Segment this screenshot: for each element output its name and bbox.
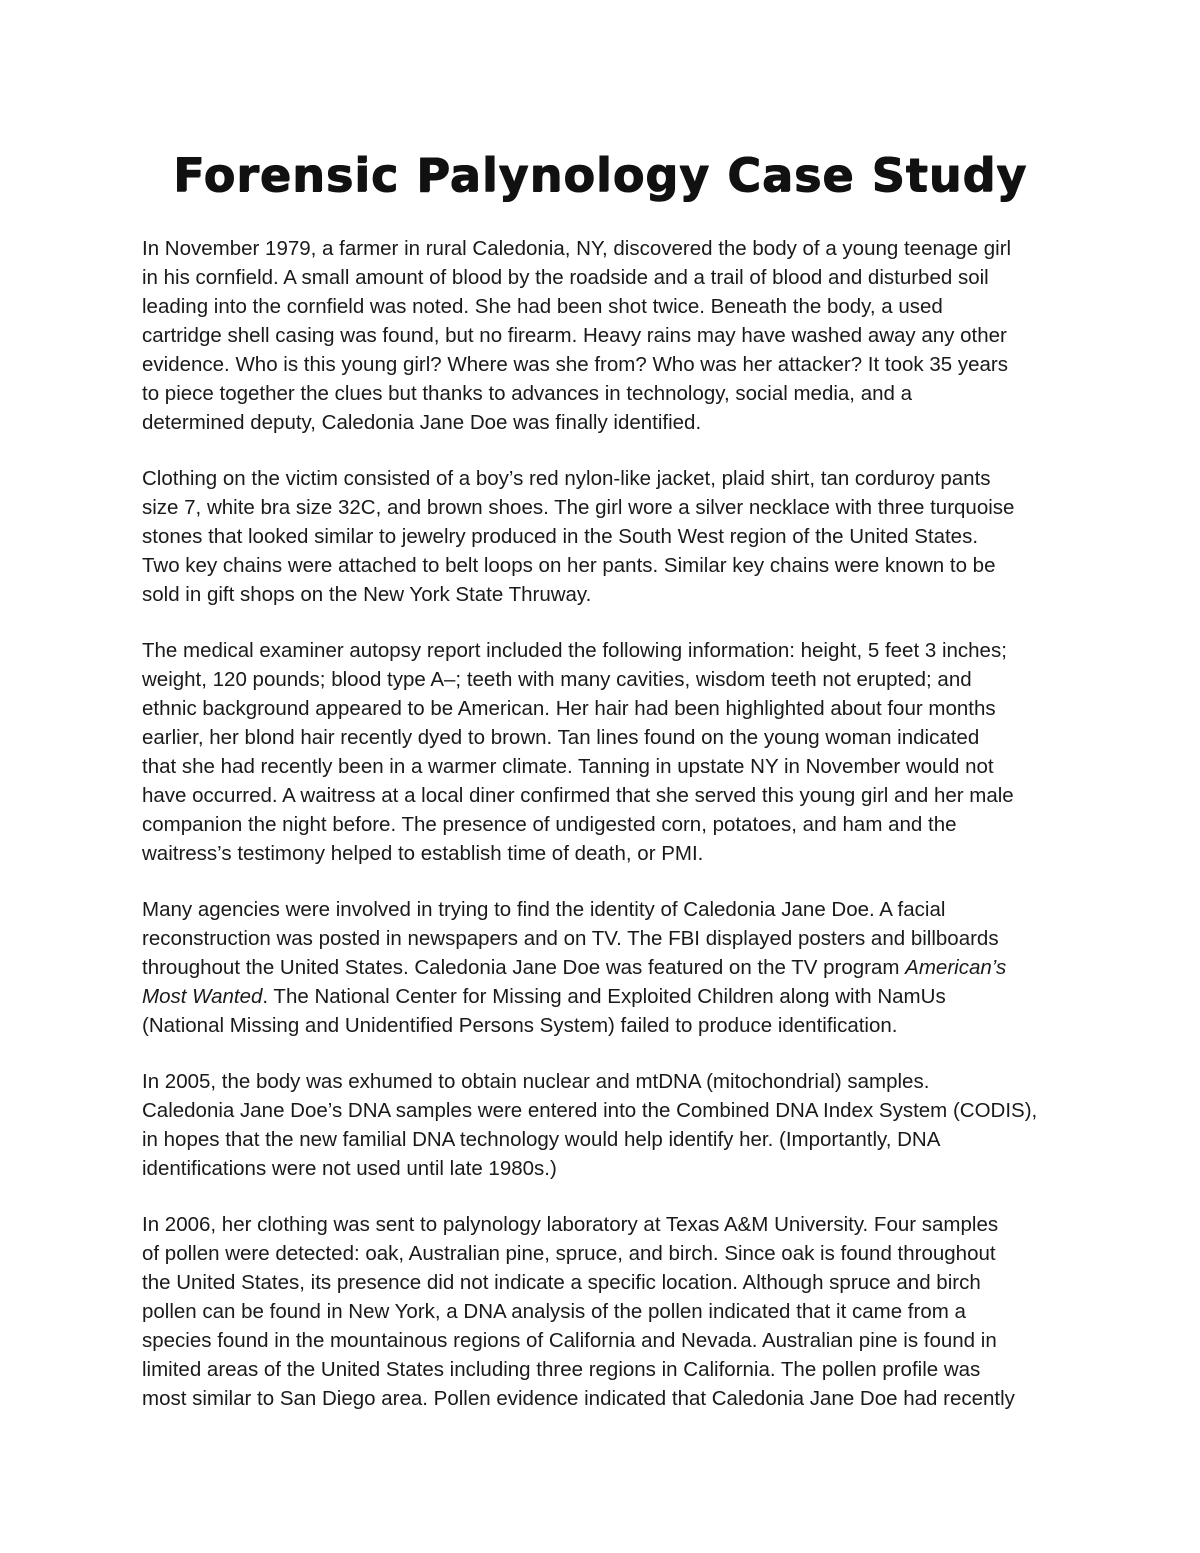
- text-fragment: throughout the United States. Caledonia Jane Doe was featured on the TV program: [142, 956, 900, 979]
- text-line: that she had recently been in a warmer climate. Tanning in upstate NY in November would not: [142, 755, 994, 778]
- document-body: [142, 234, 1062, 1440]
- text-line: evidence. Who is this young girl? Where was she from? Who was her attacker? It took 35 years: [142, 353, 1008, 376]
- tv-program-title-part: American’s: [905, 956, 1007, 979]
- text-line: leading into the cornfield was noted. She had been shot twice. Beneath the body, a used: [142, 295, 943, 318]
- text-line: determined deputy, Caledonia Jane Doe was finally identified.: [142, 411, 702, 434]
- text-line: stones that looked similar to jewelry produced in the South West region of the United States.: [142, 525, 979, 548]
- text-line: Caledonia Jane Doe’s DNA samples were entered into the Combined DNA Index System (CODIS),: [142, 1099, 1038, 1122]
- paragraph-autopsy: [142, 636, 1062, 868]
- text-line: In 2005, the body was exhumed to obtain nuclear and mtDNA (mitochondrial) samples.: [142, 1070, 930, 1093]
- paragraph-pollen: [142, 1210, 1062, 1413]
- text-line: Clothing on the victim consisted of a boy’s red nylon-like jacket, plaid shirt, tan corduroy pants: [142, 467, 991, 490]
- text-line: companion the night before. The presence of undigested corn, potatoes, and ham and the: [142, 813, 957, 836]
- text-line: in his cornfield. A small amount of blood by the roadside and a trail of blood and disturbed soil: [142, 266, 989, 289]
- paragraph-discovery: [142, 234, 1062, 437]
- paragraph-dna: [142, 1067, 1062, 1183]
- text-line: limited areas of the United States including three regions in California. The pollen profile was: [142, 1358, 981, 1381]
- text-line: ethnic background appeared to be American. Her hair had been highlighted about four months: [142, 697, 996, 720]
- text-line: Two key chains were attached to belt loops on her pants. Similar key chains were known to be: [142, 554, 996, 577]
- text-line: earlier, her blond hair recently dyed to brown. Tan lines found on the young woman indicated: [142, 726, 980, 749]
- text-line: In November 1979, a farmer in rural Caledonia, NY, discovered the body of a young teenage girl: [142, 237, 1012, 260]
- text-fragment: . The National Center for Missing and Exploited Children along with NamUs: [262, 985, 946, 1008]
- text-line: Many agencies were involved in trying to find the identity of Caledonia Jane Doe. A facial: [142, 898, 946, 921]
- text-line: most similar to San Diego area. Pollen evidence indicated that Caledonia Jane Doe had recently: [142, 1387, 1015, 1410]
- text-line: reconstruction was posted in newspapers and on TV. The FBI displayed posters and billboards: [142, 927, 999, 950]
- paragraph-clothing: [142, 464, 1062, 609]
- text-line: [142, 982, 1062, 1011]
- text-line: size 7, white bra size 32C, and brown shoes. The girl wore a silver necklace with three turquoise: [142, 496, 1015, 519]
- text-line: sold in gift shops on the New York State Thruway.: [142, 583, 592, 606]
- page-title: Forensic Palynology Case Study: [172, 148, 1028, 202]
- text-line: to piece together the clues but thanks to advances in technology, social media, and a: [142, 382, 913, 405]
- text-line: (National Missing and Unidentified Persons System) failed to produce identification.: [142, 1014, 898, 1037]
- text-line: In 2006, her clothing was sent to palynology laboratory at Texas A&M University. Four samples: [142, 1213, 999, 1236]
- text-line: weight, 120 pounds; blood type A–; teeth with many cavities, wisdom teeth not erupted; and: [142, 668, 972, 691]
- text-line: of pollen were detected: oak, Australian pine, spruce, and birch. Since oak is found throughout: [142, 1242, 996, 1265]
- text-line: have occurred. A waitress at a local diner confirmed that she served this young girl and her male: [142, 784, 1014, 807]
- text-line: waitress’s testimony helped to establish time of death, or PMI.: [142, 842, 704, 865]
- text-line: identifications were not used until late 1980s.): [142, 1157, 557, 1180]
- tv-program-title-part: Most Wanted: [142, 985, 263, 1008]
- text-line: [142, 953, 1062, 982]
- paragraph-agencies: [142, 895, 1062, 1040]
- text-line: in hopes that the new familial DNA technology would help identify her. (Importantly, DNA: [142, 1128, 941, 1151]
- text-line: the United States, its presence did not indicate a specific location. Although spruce and birch: [142, 1271, 981, 1294]
- text-line: cartridge shell casing was found, but no firearm. Heavy rains may have washed away any other: [142, 324, 1007, 347]
- text-line: The medical examiner autopsy report included the following information: height, 5 feet 3 inches;: [142, 639, 1007, 662]
- text-line: pollen can be found in New York, a DNA analysis of the pollen indicated that it came from a: [142, 1300, 966, 1323]
- text-line: species found in the mountainous regions of California and Nevada. Australian pine is found in: [142, 1329, 997, 1352]
